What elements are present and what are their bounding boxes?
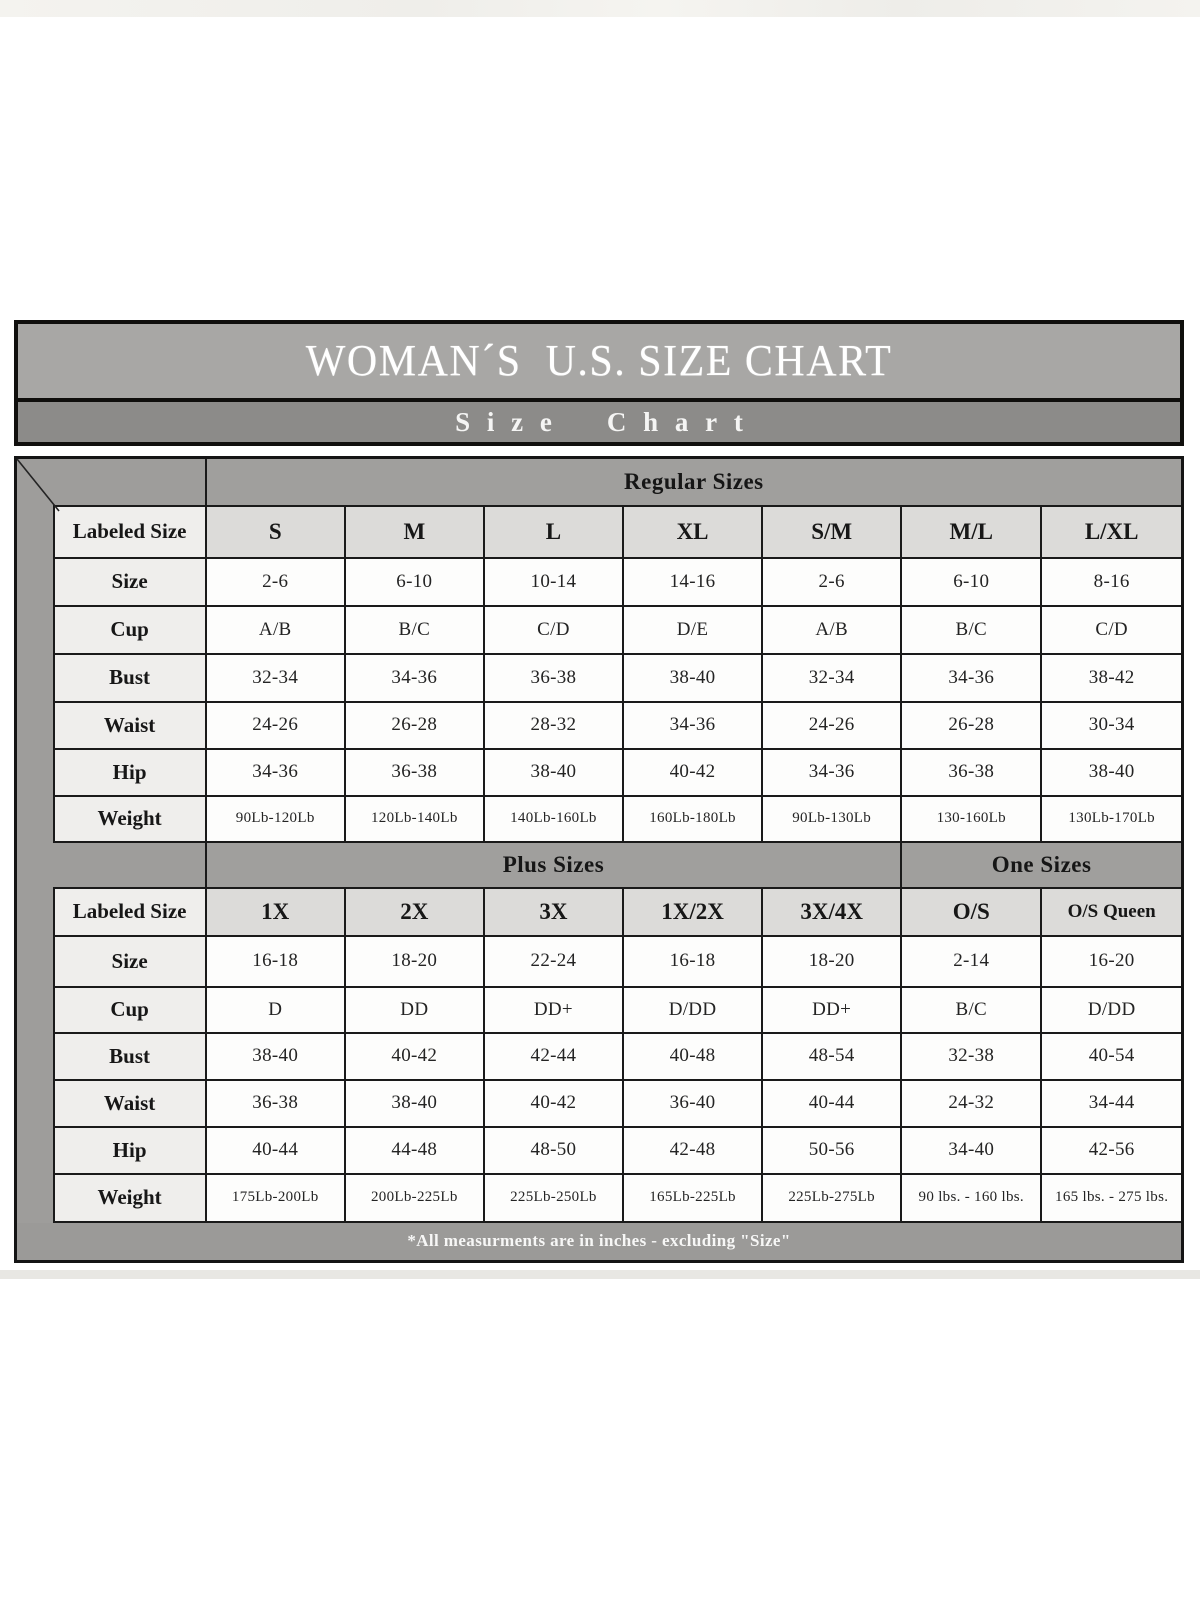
cell-hip-3x-4x: 50-56 <box>762 1127 901 1174</box>
cell-hip-3x: 48-50 <box>484 1127 623 1174</box>
col-header-m-l: M/L <box>901 506 1041 558</box>
cell-cup-3x: DD+ <box>484 987 623 1033</box>
table-left-strip <box>16 458 54 1222</box>
table-row <box>16 987 1183 1033</box>
cell-waist-2x: 38-40 <box>345 1080 484 1127</box>
title-band <box>18 324 1180 398</box>
cell-weight-l-xl: 130Lb-170Lb <box>1041 796 1182 842</box>
row-label-weight: Weight <box>54 796 206 842</box>
cell-cup-m: B/C <box>345 606 484 654</box>
cell-waist-1x-2x: 36-40 <box>623 1080 762 1127</box>
table-row <box>16 1080 1183 1127</box>
row-label-hip: Hip <box>54 1127 206 1174</box>
cell-cup-s: A/B <box>206 606 345 654</box>
table-row <box>16 654 1183 702</box>
row-header-label: Labeled Size <box>54 888 206 936</box>
row-label-weight: Weight <box>54 1174 206 1222</box>
cell-waist-m: 26-28 <box>345 702 484 749</box>
table-row <box>16 936 1183 987</box>
table-row <box>16 749 1183 796</box>
cell-weight-s: 90Lb-120Lb <box>206 796 345 842</box>
cell-waist-3x-4x: 40-44 <box>762 1080 901 1127</box>
row-label-size: Size <box>54 558 206 606</box>
col-header-l-xl: L/XL <box>1041 506 1182 558</box>
column-header-row <box>16 506 1183 558</box>
cell-bust-1x: 38-40 <box>206 1033 345 1080</box>
cell-size-2x: 18-20 <box>345 936 484 987</box>
subtitle-band <box>18 402 1180 442</box>
cell-bust-l: 36-38 <box>484 654 623 702</box>
cell-weight-1x-2x: 165Lb-225Lb <box>623 1174 762 1222</box>
col-header-m: M <box>345 506 484 558</box>
cell-bust-xl: 38-40 <box>623 654 762 702</box>
col-header-3x-4x: 3X/4X <box>762 888 901 936</box>
cell-hip-m-l: 36-38 <box>901 749 1041 796</box>
cell-hip-s-m: 34-36 <box>762 749 901 796</box>
cell-hip-1x-2x: 42-48 <box>623 1127 762 1174</box>
cell-cup-o-s-queen: D/DD <box>1041 987 1182 1033</box>
cell-hip-2x: 44-48 <box>345 1127 484 1174</box>
col-header-o-s: O/S <box>901 888 1041 936</box>
cell-bust-s-m: 32-34 <box>762 654 901 702</box>
col-header-o-s-queen: O/S Queen <box>1041 888 1182 936</box>
page-subtitle: Size Chart <box>455 406 760 437</box>
col-header-2x: 2X <box>345 888 484 936</box>
col-header-1x-2x: 1X/2X <box>623 888 762 936</box>
cell-cup-l: C/D <box>484 606 623 654</box>
cell-size-l-xl: 8-16 <box>1041 558 1182 606</box>
cell-weight-m: 120Lb-140Lb <box>345 796 484 842</box>
row-label-bust: Bust <box>54 1033 206 1080</box>
cell-size-m: 6-10 <box>345 558 484 606</box>
cell-size-xl: 14-16 <box>623 558 762 606</box>
cell-waist-s: 24-26 <box>206 702 345 749</box>
cell-hip-l-xl: 38-40 <box>1041 749 1182 796</box>
cell-waist-l-xl: 30-34 <box>1041 702 1182 749</box>
cell-weight-o-s-queen: 165 lbs. - 275 lbs. <box>1041 1174 1182 1222</box>
size-table <box>14 456 1184 1263</box>
cell-weight-2x: 200Lb-225Lb <box>345 1174 484 1222</box>
row-label-waist: Waist <box>54 1080 206 1127</box>
cell-size-3x-4x: 18-20 <box>762 936 901 987</box>
row-label-size: Size <box>54 936 206 987</box>
cell-bust-2x: 40-42 <box>345 1033 484 1080</box>
table-row <box>16 702 1183 749</box>
cell-cup-l-xl: C/D <box>1041 606 1182 654</box>
column-header-row <box>16 888 1183 936</box>
section-band-regular-sizes: Regular Sizes <box>206 458 1183 506</box>
cell-weight-o-s: 90 lbs. - 160 lbs. <box>901 1174 1041 1222</box>
cell-size-m-l: 6-10 <box>901 558 1041 606</box>
cell-weight-3x: 225Lb-250Lb <box>484 1174 623 1222</box>
cell-weight-s-m: 90Lb-130Lb <box>762 796 901 842</box>
cell-cup-s-m: A/B <box>762 606 901 654</box>
row-label-hip: Hip <box>54 749 206 796</box>
section-band-row <box>16 458 1183 506</box>
photo-bottom-edge <box>0 0 1200 17</box>
col-header-s-m: S/M <box>762 506 901 558</box>
cell-size-o-s: 2-14 <box>901 936 1041 987</box>
table-bottom-shadow <box>0 1270 1200 1279</box>
cell-waist-s-m: 24-26 <box>762 702 901 749</box>
cell-waist-3x: 40-42 <box>484 1080 623 1127</box>
table-row <box>16 1033 1183 1080</box>
cell-cup-1x-2x: D/DD <box>623 987 762 1033</box>
cell-cup-m-l: B/C <box>901 606 1041 654</box>
cell-waist-m-l: 26-28 <box>901 702 1041 749</box>
cell-bust-o-s: 32-38 <box>901 1033 1041 1080</box>
cell-waist-o-s: 24-32 <box>901 1080 1041 1127</box>
cell-bust-3x-4x: 48-54 <box>762 1033 901 1080</box>
cell-cup-xl: D/E <box>623 606 762 654</box>
cell-hip-l: 38-40 <box>484 749 623 796</box>
cell-weight-m-l: 130-160Lb <box>901 796 1041 842</box>
table-row <box>16 796 1183 842</box>
section-band-one-sizes: One Sizes <box>901 842 1182 888</box>
cell-waist-o-s-queen: 34-44 <box>1041 1080 1182 1127</box>
cell-waist-xl: 34-36 <box>623 702 762 749</box>
table-row <box>16 606 1183 654</box>
cell-weight-l: 140Lb-160Lb <box>484 796 623 842</box>
cell-size-1x: 16-18 <box>206 936 345 987</box>
cell-size-3x: 22-24 <box>484 936 623 987</box>
row-label-waist: Waist <box>54 702 206 749</box>
band-left-cell <box>54 842 206 888</box>
cell-bust-l-xl: 38-42 <box>1041 654 1182 702</box>
table-footnote: *All measurments are in inches - excluding "Size" <box>16 1222 1183 1262</box>
row-label-cup: Cup <box>54 606 206 654</box>
cell-bust-o-s-queen: 40-54 <box>1041 1033 1182 1080</box>
table-row <box>16 558 1183 606</box>
cell-waist-1x: 36-38 <box>206 1080 345 1127</box>
cell-cup-1x: D <box>206 987 345 1033</box>
cell-size-l: 10-14 <box>484 558 623 606</box>
cell-bust-3x: 42-44 <box>484 1033 623 1080</box>
cell-cup-o-s: B/C <box>901 987 1041 1033</box>
chart-header <box>14 320 1184 446</box>
col-header-xl: XL <box>623 506 762 558</box>
cell-hip-xl: 40-42 <box>623 749 762 796</box>
col-header-l: L <box>484 506 623 558</box>
cell-weight-3x-4x: 225Lb-275Lb <box>762 1174 901 1222</box>
col-header-s: S <box>206 506 345 558</box>
footnote-row <box>16 1222 1183 1262</box>
col-header-1x: 1X <box>206 888 345 936</box>
cell-bust-1x-2x: 40-48 <box>623 1033 762 1080</box>
cell-weight-1x: 175Lb-200Lb <box>206 1174 345 1222</box>
page-title: WOMAN´S U.S. SIZE CHART <box>305 336 893 386</box>
cell-hip-1x: 40-44 <box>206 1127 345 1174</box>
cell-size-s: 2-6 <box>206 558 345 606</box>
cell-cup-2x: DD <box>345 987 484 1033</box>
cell-hip-o-s: 34-40 <box>901 1127 1041 1174</box>
cell-hip-s: 34-36 <box>206 749 345 796</box>
size-table-wrap <box>14 456 1184 1263</box>
cell-hip-o-s-queen: 42-56 <box>1041 1127 1182 1174</box>
section-band-plus-sizes: Plus Sizes <box>206 842 902 888</box>
cell-bust-s: 32-34 <box>206 654 345 702</box>
cell-weight-xl: 160Lb-180Lb <box>623 796 762 842</box>
cell-size-s-m: 2-6 <box>762 558 901 606</box>
cell-bust-m-l: 34-36 <box>901 654 1041 702</box>
section-band-row <box>16 842 1183 888</box>
col-header-3x: 3X <box>484 888 623 936</box>
row-header-label: Labeled Size <box>54 506 206 558</box>
cell-size-1x-2x: 16-18 <box>623 936 762 987</box>
cell-size-o-s-queen: 16-20 <box>1041 936 1182 987</box>
table-row <box>16 1127 1183 1174</box>
table-row <box>16 1174 1183 1222</box>
cell-cup-3x-4x: DD+ <box>762 987 901 1033</box>
corner-cell <box>54 458 206 506</box>
cell-waist-l: 28-32 <box>484 702 623 749</box>
cell-bust-m: 34-36 <box>345 654 484 702</box>
row-label-cup: Cup <box>54 987 206 1033</box>
cell-hip-m: 36-38 <box>345 749 484 796</box>
row-label-bust: Bust <box>54 654 206 702</box>
